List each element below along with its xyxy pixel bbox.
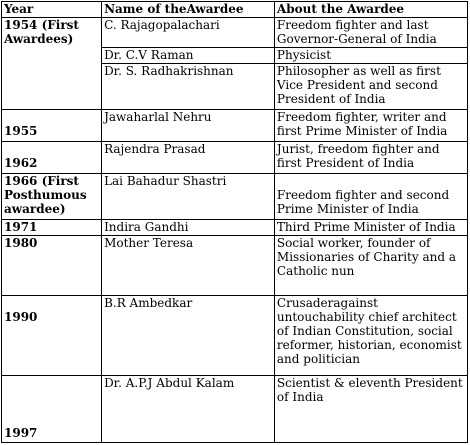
name-cell: Dr. C.V Raman xyxy=(102,48,275,64)
header-name: Name of theAwardee xyxy=(102,2,275,18)
name-cell: Lai Bahadur Shastri xyxy=(102,174,275,220)
about-cell: Jurist, freedom fighter and first President of India xyxy=(274,142,467,174)
table-row xyxy=(2,110,468,142)
about-cell: Crusaderagainst untouchability chief architect of Indian Constitution, social reformer, historian, economist and politician xyxy=(274,296,467,376)
about-cell: Philosopher as well as first Vice President and second President of India xyxy=(274,64,467,110)
about-cell: Physicist xyxy=(274,48,467,64)
bharat-ratna-awardees-table xyxy=(1,1,468,443)
year-cell: 1980 xyxy=(2,236,102,296)
name-cell: Jawaharlal Nehru xyxy=(102,110,275,142)
table-row xyxy=(2,174,468,220)
table-row xyxy=(2,236,468,296)
table-row xyxy=(2,18,468,48)
header-about: About the Awardee xyxy=(274,2,467,18)
name-cell: B.R Ambedkar xyxy=(102,296,275,376)
year-cell: 1954 (First Awardees) xyxy=(2,18,102,110)
year-cell: 1990 xyxy=(2,296,102,376)
about-cell: Third Prime Minister of India xyxy=(274,220,467,236)
name-cell: C. Rajagopalachari xyxy=(102,18,275,48)
table-row xyxy=(2,296,468,376)
name-cell: Indira Gandhi xyxy=(102,220,275,236)
year-cell: 1971 xyxy=(2,220,102,236)
about-cell: Scientist & eleventh President of India xyxy=(274,376,467,443)
year-cell: 1955 xyxy=(2,110,102,142)
year-cell: 1997 xyxy=(2,376,102,443)
about-cell: Freedom fighter and second Prime Minister of India xyxy=(274,174,467,220)
table-row xyxy=(2,376,468,443)
about-cell: Freedom fighter, writer and first Prime Minister of India xyxy=(274,110,467,142)
name-cell: Mother Teresa xyxy=(102,236,275,296)
header-year: Year xyxy=(2,2,102,18)
year-cell: 1962 xyxy=(2,142,102,174)
name-cell: Dr. A.P.J Abdul Kalam xyxy=(102,376,275,443)
header-row xyxy=(2,2,468,18)
about-cell: Freedom fighter and last Governor-General of India xyxy=(274,18,467,48)
table-row xyxy=(2,142,468,174)
about-cell: Social worker, founder of Missionaries of Charity and a Catholic nun xyxy=(274,236,467,296)
table-row xyxy=(2,220,468,236)
year-cell: 1966 (First Posthumous awardee) xyxy=(2,174,102,220)
name-cell: Rajendra Prasad xyxy=(102,142,275,174)
name-cell: Dr. S. Radhakrishnan xyxy=(102,64,275,110)
